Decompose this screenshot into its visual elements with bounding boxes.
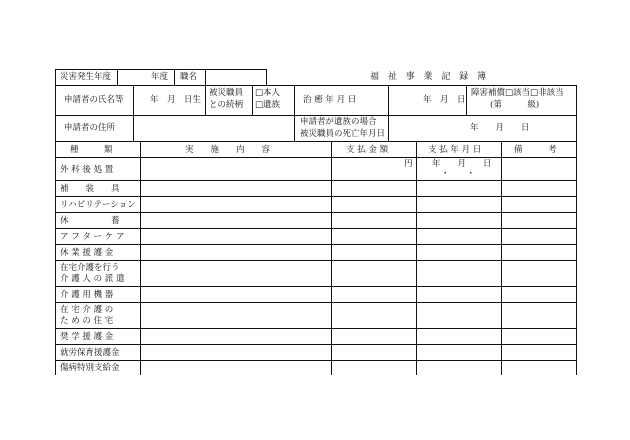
birth-date-field[interactable]: 年 月 日生 [150, 95, 202, 105]
col-header-content: 実 施 内 容 [185, 145, 271, 155]
col-header-type: 種 類 [70, 145, 113, 155]
row-label-childcare-aid: 就労保育援護金 [60, 348, 120, 358]
death-date-label-line1: 申請者が遺族の場合 [300, 117, 377, 127]
disaster-year-label: 災害発生年度 [60, 72, 112, 82]
death-date-field[interactable]: 年 月 日 [470, 123, 530, 133]
pay-date-dots: ・ ・ [441, 169, 476, 179]
row-label-rehabilitation: リハビリテーション [60, 200, 136, 210]
fiscal-year-label: 年度 [151, 72, 169, 82]
cure-date-field[interactable]: 年 月 日 [423, 95, 466, 105]
applicant-address-label: 申請者の住所 [64, 123, 116, 133]
row-label-rest: 休 養 [60, 216, 120, 226]
row-label-prosthetics: 補 装 具 [60, 184, 120, 194]
row-label-home-care-dispatch-1: 在宅介護を行う [60, 263, 120, 273]
row-label-care-equipment: 介 護 用 機 器 [60, 290, 114, 300]
col-header-remarks: 備 考 [514, 145, 557, 155]
row-label-leave-aid: 休 業 援 護 金 [60, 248, 114, 258]
row-label-injury-special-payment: 傷病特別支給金 [60, 363, 120, 373]
yen-unit: 円 [404, 159, 413, 169]
col-header-amount: 支 払 金 額 [346, 145, 389, 155]
relation-label-line1: 被災職員 [209, 88, 244, 98]
row-label-home-care-housing-2: た め の 住 宅 [60, 316, 114, 326]
pay-date-field[interactable]: 年 月 日 [432, 159, 492, 169]
relation-family-checkbox[interactable]: □遺族 [255, 100, 281, 110]
row-label-home-care-dispatch-2: 介 護 人 の 派 遣 [60, 274, 125, 284]
relation-self-checkbox[interactable]: □本人 [255, 88, 281, 98]
row-label-scholarship-aid: 奨 学 援 護 金 [60, 332, 114, 342]
col-header-pay-date: 支 払 年 月 日 [428, 145, 482, 155]
disability-grade-field[interactable]: (第 級) [490, 100, 540, 110]
record-title: 福 祉 事 業 記 録 簿 [370, 72, 490, 82]
death-date-label-line2: 被災職員の死亡年月日 [300, 129, 386, 139]
row-label-aftercare: ア フ タ ー ケ ア [60, 232, 125, 242]
cure-date-label: 治 癒 年 月 日 [303, 95, 357, 105]
job-title-label: 職名 [180, 72, 198, 82]
disability-compensation-options[interactable]: 障害補償□該当□非該当 [471, 88, 564, 98]
relation-label-line2: との続柄 [209, 100, 244, 110]
row-label-home-care-housing-1: 在 宅 介 護 の [60, 305, 114, 315]
applicant-name-label: 申請者の氏名等 [64, 95, 124, 105]
row-label-surgical-aftercare: 外 科 後 処 置 [60, 165, 114, 175]
